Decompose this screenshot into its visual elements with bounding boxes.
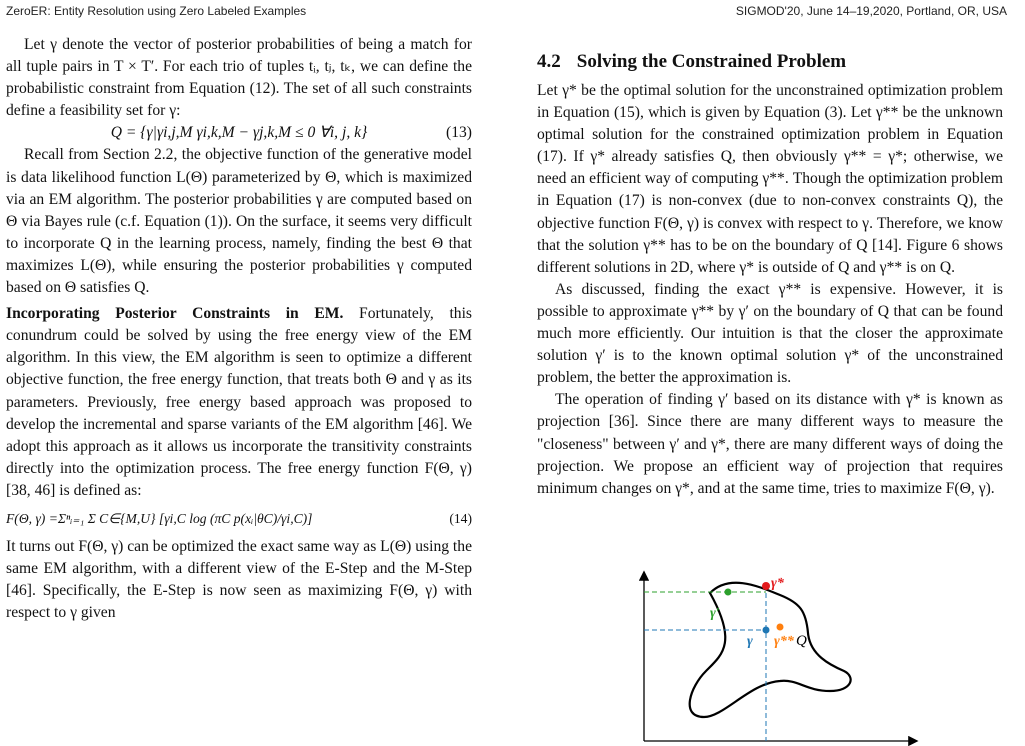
label-gamma-star: γ* (771, 576, 784, 591)
running-header-left: ZeroER: Entity Resolution using Zero Labeled Examples (6, 4, 307, 18)
paragraph-generative-model: Recall from Section 2.2, the objective function of the generative model is data likelihood function L(Θ) parameterized by Θ, which is maximized via an EM algorithm. The posterior probabilities γ are computed based on Θ via Bayes rule (c.f. Equation (1)). On the surface, it seems very difficult to incorporate Q in the learning process, namely, finding the best Θ that maximizes L(Θ), while ensuring the posterior probabilities γ computed based on Θ satisfies Q. (6, 146, 472, 297)
paragraph-posterior-vector: Let γ denote the vector of posterior probabilities of being a match for all tuple pairs in T × T′. For each trio of tuples tᵢ, tⱼ, tₖ, we can define the probabilistic constraint from Equation (12). The set of all such constraints define a feasibility set for γ: (6, 36, 472, 120)
paragraph-free-energy (6, 303, 472, 502)
point-gamma (763, 627, 770, 634)
paragraph-projection: The operation of finding γ′ based on its distance with γ* is known as projection [36]. Since there are many different ways to measure the "closeness" between γ′ and γ*, there are many different ways of doing the projection. We propose an efficient way of projection that requires minimum changes on γ*, and at the same time, tries to maximize F(Θ, γ). (537, 391, 1003, 497)
paragraph-optimal-solution: Let γ* be the optimal solution for the unconstrained optimization problem in Equation (15), which is given by Equation (3). Let γ** be the unknown optimal solution for the constrained optimization problem in Equation (17). If γ* already satisfies Q, then obviously γ** = γ*; otherwise, we need an efficient way of computing γ**. Though the optimization problem in Equation (17) is non-convex (due to non-convex constraints Q), the objective function F(Θ, γ) is convex with respect to γ. Therefore, we know that the solution γ** has to be on the boundary of Q [14]. Figure 6 shows different solutions in 2D, where γ* is outside of Q and γ** is on Q. (537, 82, 1003, 276)
label-q: Q (796, 633, 807, 649)
point-gamma-prime (725, 589, 732, 596)
paragraph-em-optimization: It turns out F(Θ, γ) can be optimized the exact same way as L(Θ) using the same EM algorithm, with a different view of the E-Step and the M-Step [46]. Specifically, the E-Step is now seen as maximizing F(Θ, γ) with respect to γ given (6, 538, 472, 622)
section-title: Solving the Constrained Problem (576, 51, 847, 72)
point-gamma-star (762, 582, 770, 590)
equation-14-body: F(Θ, γ) =Σⁿᵢ₌₁ Σ C∈{M,U} [γi,C log (πC p(xᵢ|θC)/γi,C)] (6, 510, 313, 526)
point-gamma-dstar (777, 624, 784, 631)
section-number: 4.2 (537, 51, 561, 72)
region-q-boundary (690, 583, 851, 717)
figure-projection-diagram (630, 567, 920, 746)
label-gamma-prime: γ′ (710, 606, 720, 621)
label-gamma-dstar: γ** (774, 634, 794, 649)
equation-13-body: Q = {γ|γi,j,M γi,k,M − γj,k,M ≤ 0 ∀i, j, k} (110, 124, 368, 142)
section-heading (537, 50, 1003, 74)
run-in-heading: Incorporating Posterior Constraints in EM. (6, 305, 344, 323)
equation-13-number: (13) (446, 124, 472, 142)
equation-14 (6, 508, 472, 530)
running-header-right: SIGMOD'20, June 14–19,2020, Portland, OR, USA (735, 4, 1007, 18)
equation-14-number: (14) (449, 510, 472, 526)
label-gamma: γ (747, 634, 753, 649)
right-column (537, 50, 1003, 500)
left-column (6, 34, 472, 624)
paragraph-approximation: As discussed, finding the exact γ** is expensive. However, it is possible to approximate γ** by γ′ on the boundary of Q that can be found much more efficiently. Our intuition is that the closer the approximate solution γ′ is to the known optimal solution γ* of the unconstrained problem, the better the approximation is. (537, 280, 1003, 387)
paragraph-free-energy-text: Fortunately, this conundrum could be solved by using the free energy view of the EM algorithm. In this view, the EM algorithm is seen to optimize a different objective function, the free energy function, that treats both Θ and γ as its parameters. Previously, free energy based approach was proposed to develop the incremental and sparse variants of the EM algorithm [46]. We adopt this approach as it allows us incorporate the transitivity constraints directly into the optimization process. The free energy function F(Θ, γ) [38, 46] is defined as: (6, 305, 472, 499)
equation-13 (6, 122, 472, 144)
